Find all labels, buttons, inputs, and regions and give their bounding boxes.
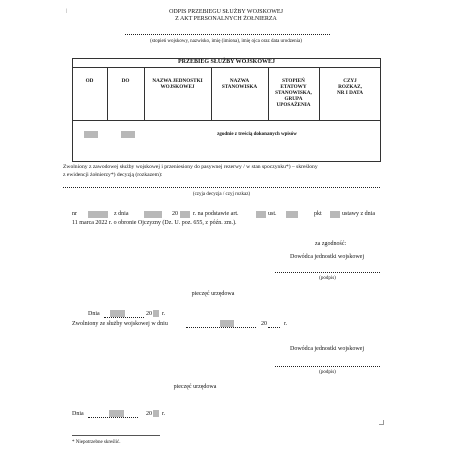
redacted-dnia-2 xyxy=(109,410,124,417)
stamp-label-1: pieczęć urzędowa xyxy=(191,291,235,297)
redacted-order-number xyxy=(88,211,108,218)
stamp-label-2: pieczęć urzędowa xyxy=(173,384,217,390)
col-unit-line-1: NAZWA JEDNOSTKI xyxy=(152,78,203,84)
table-title: PRZEBIEG SŁUŻBY WOJSKOWEJ xyxy=(177,59,276,65)
legal-nr-label: nr xyxy=(72,211,77,217)
legal-ust-label: ust. xyxy=(268,211,277,217)
dnia-dotted-1 xyxy=(104,317,144,318)
signature-caption-1: (podpis) xyxy=(319,276,336,281)
table-rule-header xyxy=(72,120,381,121)
col-header-do xyxy=(107,78,144,84)
released-r-label: r. xyxy=(284,321,288,327)
signature-line-1 xyxy=(275,272,380,273)
col-header-od xyxy=(72,78,107,84)
col-order-line-2: ROZKAZ, xyxy=(338,84,362,90)
legal-basis-label: r. na podstawie art. xyxy=(193,211,239,217)
table-col-sep-3 xyxy=(211,67,212,120)
footnote-rule xyxy=(72,435,160,436)
signature-line-2 xyxy=(275,366,380,367)
col-rank-line-1: STOPIEŃ xyxy=(282,78,305,84)
col-unit-line-2: WOJSKOWEJ xyxy=(160,84,195,90)
dnia-r-2: r. xyxy=(162,411,166,417)
col-position-line-2: STANOWISKA xyxy=(221,84,258,90)
redacted-pkt xyxy=(330,211,340,218)
dnia-dotted-2 xyxy=(88,417,138,418)
dnia-r-1: r. xyxy=(162,311,166,317)
release-text-line1: Zwolniony z zawodowej służby wojskowej i przeniesiony do pasywnej rezerwy / w stan spoczynku*) – skreślony xyxy=(63,164,318,170)
col-header-position xyxy=(211,78,268,90)
table-rule-title xyxy=(72,67,381,68)
redacted-dnia-1 xyxy=(110,310,125,317)
service-table xyxy=(72,58,381,162)
decision-caption: (czyja decyzja / czyj rozkaz) xyxy=(192,192,251,197)
footnote: * Niepotrzebne skreślić. xyxy=(72,440,121,445)
doc-title-line1: ODPIS PRZEBIEGU SŁUŻBY WOJSKOWEJ xyxy=(169,9,283,15)
decision-dotted-line xyxy=(63,187,380,188)
dnia-year-2: 20 xyxy=(146,411,152,417)
commander-title-1: Dowódca jednostki wojskowej xyxy=(290,254,364,260)
redacted-year-1 xyxy=(153,310,159,317)
legal-pkt-label: pkt xyxy=(314,211,322,217)
release-text-line2: z ewidencji żołnierzy*) decyzją (rozkazem): xyxy=(63,172,163,178)
commander-title-2: Dowódca jednostki wojskowej xyxy=(290,346,364,352)
col-order-line-1: CZYJ xyxy=(343,78,357,84)
dnia-label-2: Dnia xyxy=(72,411,84,417)
col-rank-line-2: ETATOWY xyxy=(280,84,307,90)
certified-note: zgodnie z treścią dokonanych wpisów xyxy=(217,132,297,137)
corner-mark xyxy=(379,420,384,425)
col-header-order xyxy=(319,78,381,96)
col-od-line-1: OD xyxy=(85,78,94,84)
redacted-article xyxy=(256,211,266,218)
legal-year-label: 20 xyxy=(172,211,178,217)
redacted-date-do xyxy=(121,131,135,138)
col-rank-line-3: STANOWISKA, xyxy=(275,90,312,96)
col-header-rank xyxy=(268,78,319,108)
dnia-label-1: Dnia xyxy=(88,311,100,317)
redacted-date-od xyxy=(84,131,98,138)
col-header-unit xyxy=(144,78,211,90)
doc-title-line2: Z AKT PERSONALNYCH ŻOŁNIERZA xyxy=(175,16,277,22)
col-position-line-1: NAZWA xyxy=(229,78,250,84)
released-year-dotted xyxy=(268,327,280,328)
name-dotted-line xyxy=(125,34,330,35)
released-day-label: Zwolniony ze służby wojskowej w dniu xyxy=(72,321,168,327)
legal-z-dnia-label: z dnia xyxy=(114,211,129,217)
redacted-order-date xyxy=(144,211,162,218)
redacted-ust xyxy=(286,211,298,218)
redacted-released-day xyxy=(220,320,234,327)
redacted-year-2 xyxy=(153,410,159,417)
released-year-label: 20 xyxy=(261,321,267,327)
col-rank-line-4: GRUPA xyxy=(284,96,303,102)
col-order-line-3: NR I DATA xyxy=(336,90,364,96)
col-do-line-1: DO xyxy=(121,78,130,84)
name-caption: (stopień wojskowy, nazwisko, imię (imiona), imię ojca oraz data urodzenia) xyxy=(150,39,302,44)
signature-caption-2: (podpis) xyxy=(319,370,336,375)
legal-act-label: ustawy z dnia xyxy=(342,211,375,217)
col-rank-line-5: UPOSAŻENIA xyxy=(276,102,311,108)
table-col-sep-2 xyxy=(144,67,145,120)
redacted-order-year xyxy=(180,211,190,218)
legal-line2: 11 marca 2022 r. o obronie Ojczyzny (Dz. U. poz. 655, z późn. zm.). xyxy=(72,220,237,226)
released-day-dotted xyxy=(186,327,256,328)
dnia-year-1: 20 xyxy=(146,311,152,317)
page-marker: ǀ xyxy=(66,9,68,15)
table-col-sep-1 xyxy=(107,67,108,120)
za-zgodnosc-label: za zgodność: xyxy=(315,241,347,247)
